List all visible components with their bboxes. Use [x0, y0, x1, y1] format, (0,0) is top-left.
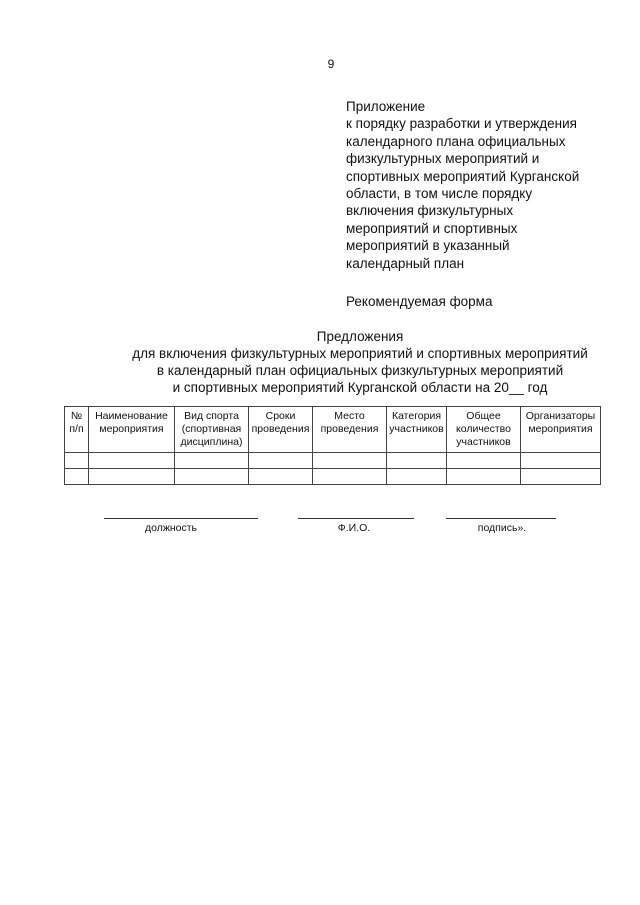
position-label: должность	[144, 522, 198, 534]
title-line: в календарный план официальных физкультурных мероприятий	[156, 363, 564, 378]
position-signature-line	[104, 518, 258, 519]
title-line: для включения физкультурных мероприятий и спортивных мероприятий	[132, 346, 588, 361]
signature-line	[446, 518, 556, 519]
appendix-note	[346, 98, 616, 272]
title-line: и спортивных мероприятий Курганской области на 20__ год	[172, 380, 548, 395]
table-cell	[175, 469, 249, 485]
appendix-line: спортивных мероприятий Курганской	[346, 168, 580, 184]
table-row	[65, 453, 601, 469]
appendix-line: Приложение	[346, 99, 426, 114]
column-header: Место проведения	[313, 407, 387, 453]
table-cell	[249, 469, 313, 485]
table-cell	[447, 453, 521, 469]
table-cell	[313, 453, 387, 469]
appendix-line: календарный план	[346, 255, 465, 271]
table-cell	[65, 453, 89, 469]
table-row	[65, 469, 601, 485]
document-title	[60, 328, 640, 396]
proposals-table	[64, 406, 601, 485]
column-header: Организаторы мероприятия	[521, 407, 601, 453]
column-header: Наименование мероприятия	[89, 407, 175, 453]
table-cell	[175, 453, 249, 469]
appendix-line: мероприятий в указанный	[346, 238, 510, 254]
table-cell	[447, 469, 521, 485]
table-cell	[521, 469, 601, 485]
name-label: Ф.И.О.	[337, 522, 371, 534]
table-header-row	[65, 407, 601, 453]
table-cell	[249, 453, 313, 469]
column-header: Вид спорта (спортивная дисциплина)	[175, 407, 249, 453]
appendix-line: календарного плана официальных	[346, 133, 566, 149]
table-cell	[89, 453, 175, 469]
table-cell	[521, 453, 601, 469]
column-header: Категория участников	[387, 407, 447, 453]
appendix-line: к порядку разработки и утверждения	[346, 116, 577, 132]
table-cell	[65, 469, 89, 485]
appendix-line: мероприятий и спортивных	[346, 220, 518, 236]
column-header: Сроки проведения	[249, 407, 313, 453]
page-number: 9	[327, 57, 335, 71]
column-header: Общее количество участников	[447, 407, 521, 453]
appendix-line: включения физкультурных	[346, 203, 514, 219]
recommended-form-label: Рекомендуемая форма	[346, 294, 493, 309]
title-line: Предложения	[316, 329, 404, 344]
name-signature-line	[298, 518, 414, 519]
appendix-line: физкультурных мероприятий и	[346, 151, 540, 167]
column-header: № п/п	[65, 407, 89, 453]
table-cell	[89, 469, 175, 485]
signature-label: подпись».	[477, 522, 527, 534]
appendix-line: области, в том числе порядку	[346, 186, 533, 202]
table-cell	[313, 469, 387, 485]
table-cell	[387, 469, 447, 485]
table-cell	[387, 453, 447, 469]
